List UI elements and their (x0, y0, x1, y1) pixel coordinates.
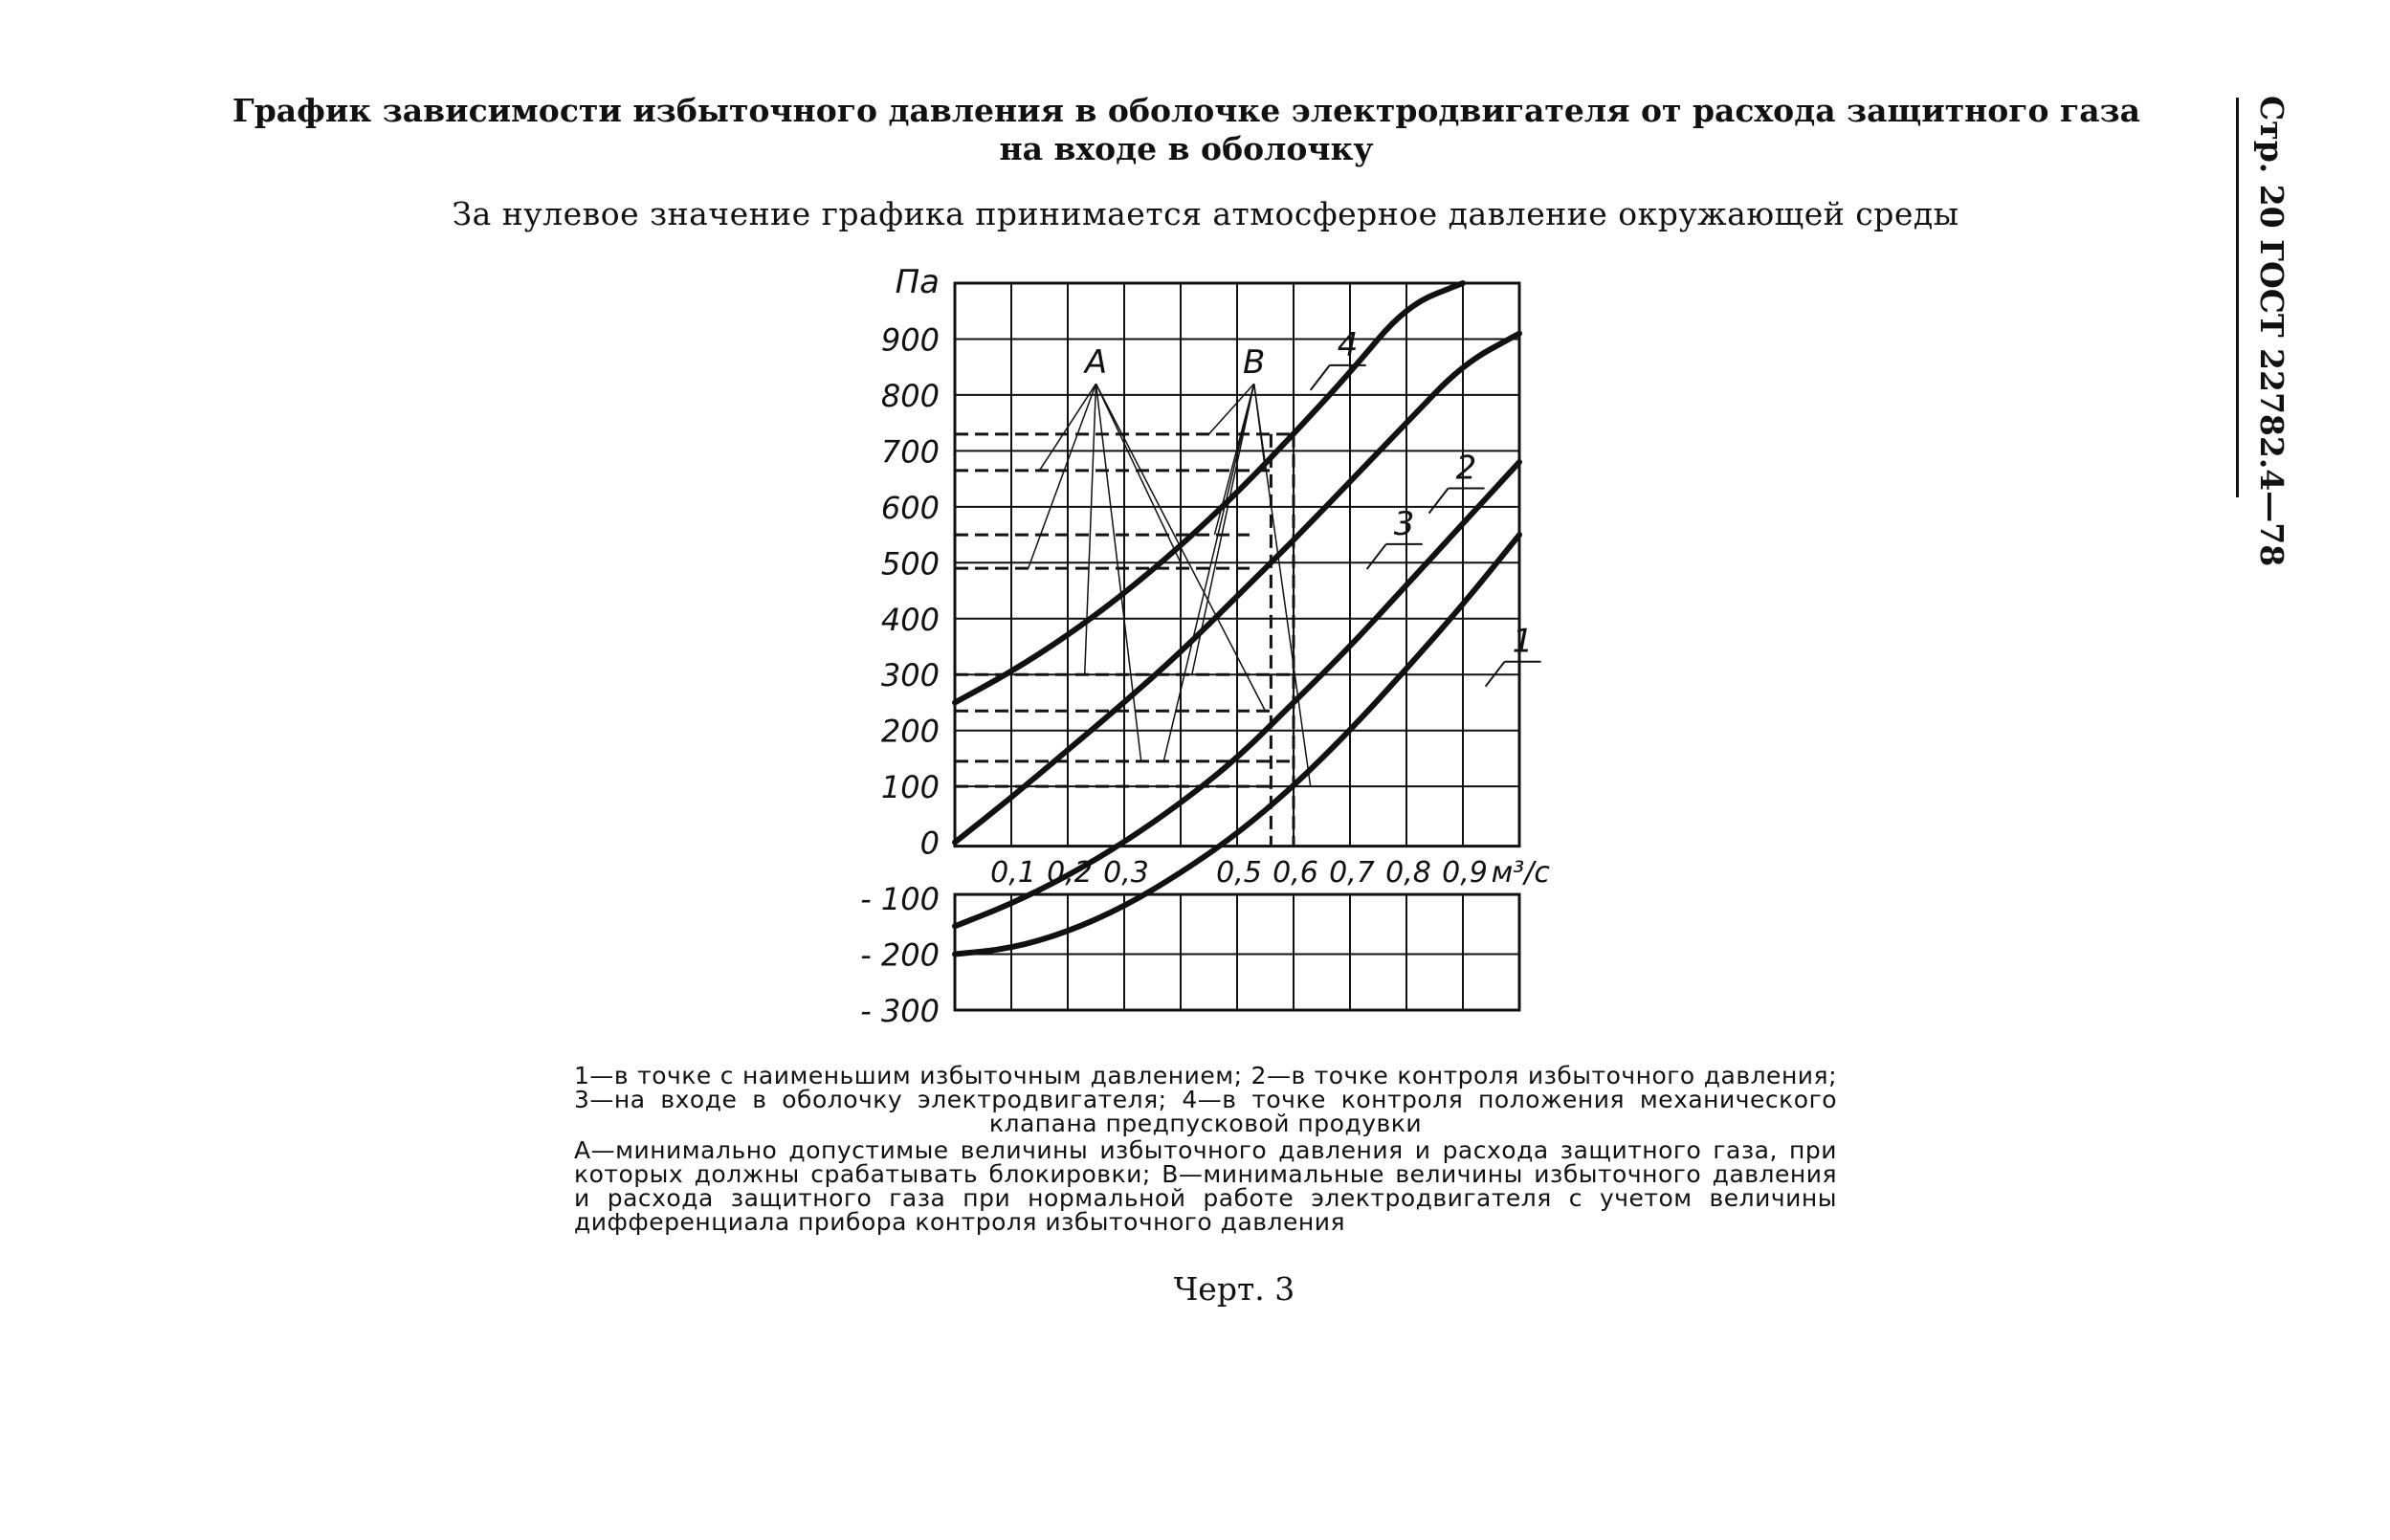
y-tick-label: 100 (880, 769, 940, 806)
y-tick-label: - 300 (860, 993, 940, 1029)
series-label: 4 (1337, 325, 1359, 364)
y-tick-label: - 200 (860, 936, 940, 974)
annotation-leader (1029, 384, 1096, 568)
series-label: 2 (1455, 449, 1477, 488)
x-tick-label: 0,7 (1329, 855, 1375, 890)
annotation-leader (1163, 384, 1253, 761)
y-tick-label: 400 (880, 601, 940, 638)
series-label: 1 (1512, 622, 1534, 661)
caption-points: А—минимально допустимые величины избыточного давления и расхода защитного газа, при которых должны срабатывать блокировки; В—минимальные величины избыточного давления и расхода защитного газа при нормальной работе электродвигателя с учетом величины дифференциала прибора контроля избыточного давления (574, 1136, 1837, 1236)
caption-curves: 1—в точке с наименьшим избыточным давлением; 2—в точке контроля избыточного давления; 3—на входе в оболочку электродвигателя; 4—в точке контроля положения механического клапана предпусковой продувки (574, 1062, 1837, 1137)
x-axis-unit-label: м³/с (1491, 855, 1550, 890)
series-label: 3 (1393, 504, 1415, 543)
series-label-leader (1367, 544, 1386, 569)
x-tick-label: 0,5 (1216, 855, 1262, 890)
x-tick-label: 0,3 (1103, 855, 1149, 890)
figure-label: Черт. 3 (1173, 1270, 1295, 1308)
y-tick-label: 700 (880, 433, 940, 471)
series-label-leader (1429, 488, 1449, 513)
page-title: График зависимости избыточного давления в оболочке электродвигателя от расхода защитного газа на входе в оболочку (232, 92, 2141, 167)
y-tick-label: - 100 (860, 881, 940, 918)
x-tick-label: 0,6 (1272, 855, 1318, 890)
annotation-label: А (1084, 342, 1108, 382)
annotation-leader (1085, 384, 1096, 674)
y-tick-label: 300 (880, 657, 940, 694)
y-tick-label: 600 (880, 489, 940, 526)
x-tick-label: 0,2 (1047, 855, 1093, 890)
side-header-rule (2236, 98, 2239, 497)
y-tick-label: 200 (880, 713, 940, 750)
side-header-text: Стр. 20 ГОСТ 22782.4—78 (2253, 96, 2290, 567)
x-tick-label: 0,8 (1385, 855, 1431, 890)
y-tick-label: 900 (880, 321, 940, 359)
y-tick-label: 500 (880, 545, 940, 583)
y-tick-label: 800 (880, 377, 940, 414)
x-tick-label: 0,1 (990, 855, 1036, 890)
page-subtitle: За нулевое значение графика принимается атмосферное давление окружающей среды (452, 195, 1959, 232)
y-axis-unit-label: Па (895, 263, 940, 301)
series-line-4 (955, 283, 1463, 702)
y-tick-label: 0 (919, 825, 940, 862)
annotation-label: В (1243, 342, 1266, 382)
pressure-flow-chart (852, 260, 1579, 1045)
x-tick-label: 0,9 (1442, 855, 1488, 890)
side-header (2252, 96, 2290, 567)
series-label-leader (1311, 365, 1330, 390)
